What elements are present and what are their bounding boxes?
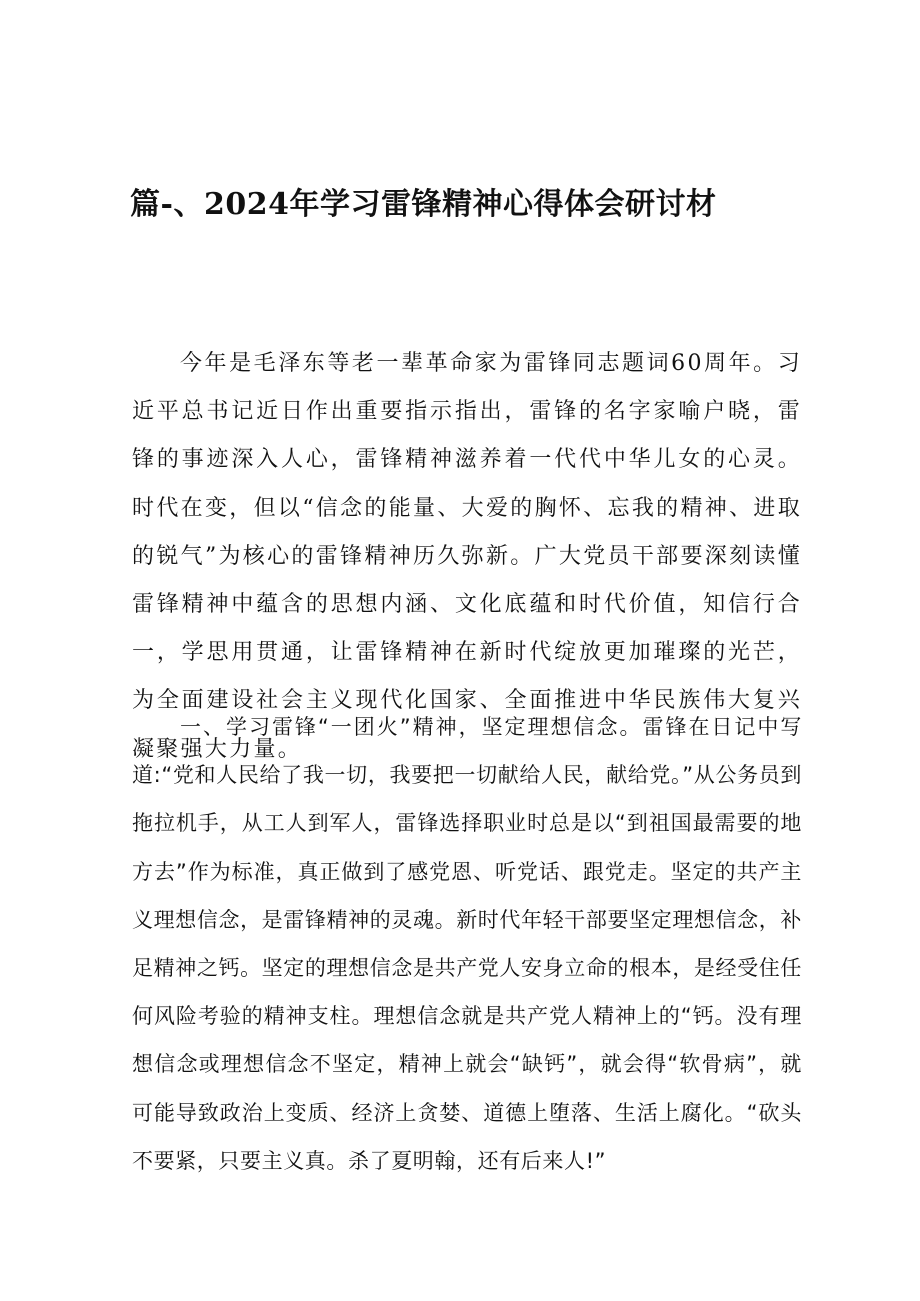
paragraph-section-one: 一、学习雷锋“一团火”精神，坚定理想信念。雷锋在日记中写道:“党和人民给了我一切，我要把一切献给人民，献给党。”从公务员到拖拉机手，从工人到军人，雷锋选择职业时总是以“到祖国最需要的地方去”作为标准，真正做到了感党恩、听党话、跟党走。坚定的共产主义理想信念，是雷锋精神的灵魂。新时代年轻干部要坚定理想信念，补足精神之钙。坚定的理想信念是共产党人安身立命的根本，是经受住任何风险考验的精神支柱。理想信念就是共产党人精神上的“钙。没有理想信念或理想信念不坚定，精神上就会“缺钙”，就会得“软骨病”，就可能导致政治上变质、经济上贪婪、道德上堕落、生活上腐化。“砍头不要紧，只要主义真。杀了夏明翰，还有后来人!”	[132, 715, 802, 1173]
document-title: 篇-、2024年学习雷锋精神心得体会研讨材	[130, 187, 717, 222]
paragraph-intro: 今年是毛泽东等老一辈革命家为雷锋同志题词60周年。习近平总书记近日作出重要指示指出，雷锋的名字家喻户晓，雷锋的事迹深入人心，雷锋精神滋养着一代代中华儿女的心灵。时代在变，但以“信念的能量、大爱的胸怀、忘我的精神、进取的锐气”为核心的雷锋精神历久弥新。广大党员干部要深刻读懂雷锋精神中蕴含的思想内涵、文化底蕴和时代价值，知信行合一，学思用贯通，让雷锋精神在新时代绽放更加璀璨的光芒，为全面建设社会主义现代化国家、全面推进中华民族伟大复兴凝聚强大力量。	[132, 351, 802, 762]
